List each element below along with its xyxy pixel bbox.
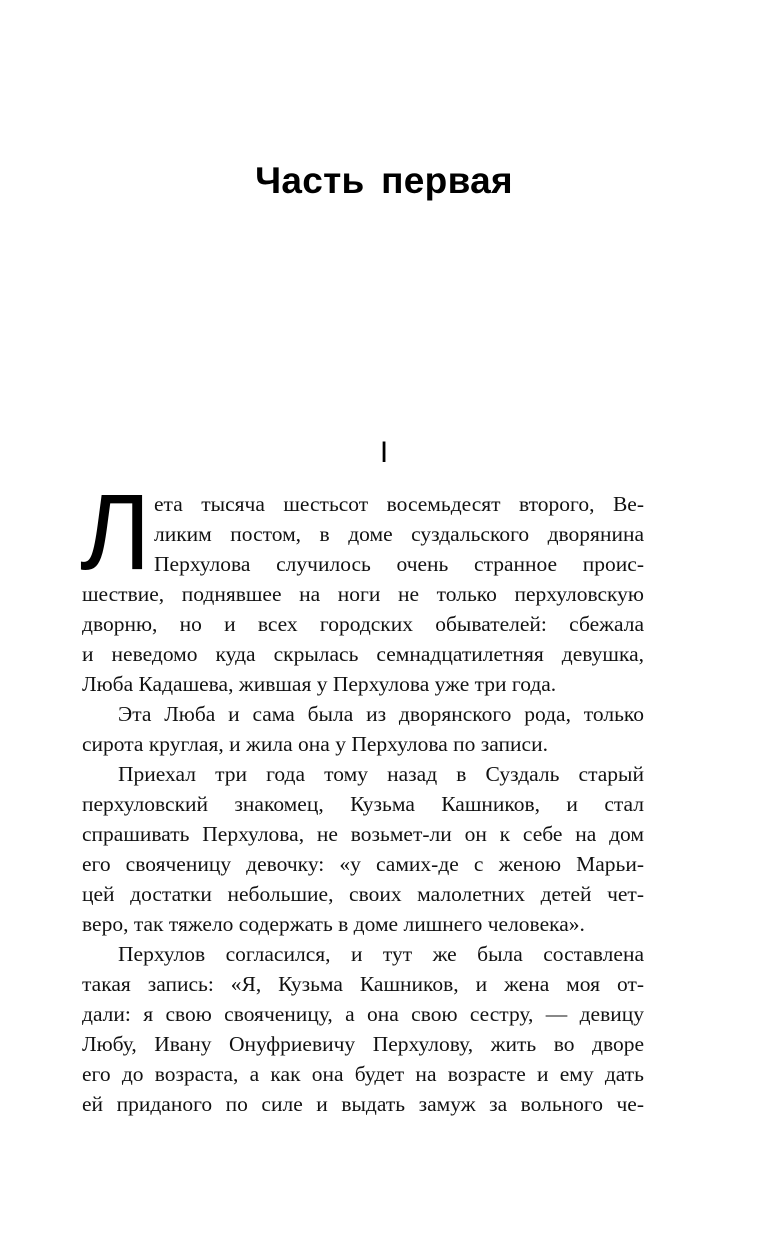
text-line: сирота круглая, и жила она у Перхулова по записи. xyxy=(82,732,548,756)
paragraph-1 xyxy=(80,471,644,699)
text-line: ей приданого по силе и выдать замуж за вольного че- xyxy=(82,1092,644,1116)
paragraph-4 xyxy=(82,939,644,1119)
text-line: Любу, Ивану Онуфриевичу Перхулову, жить во дворе xyxy=(82,1032,644,1056)
body-text xyxy=(80,471,644,1119)
text-line: ликим постом, в доме суздальского дворянина xyxy=(154,522,644,546)
part-title: Часть первая xyxy=(255,160,513,201)
text-line: цей достатки небольшие, своих малолетних детей чет- xyxy=(82,882,644,906)
text-line: и неведомо куда скрылась семнадцатилетняя девушка, xyxy=(82,642,644,666)
text-line: его свояченицу девочку: «у самих-де с женою Марьи- xyxy=(82,852,644,876)
text-line: дали: я свою свояченицу, а она свою сестру, — девицу xyxy=(82,1002,644,1026)
text-line: Люба Кадашева, жившая у Перхулова уже три года. xyxy=(82,672,557,696)
text-line: веро, так тяжело содержать в доме лишнего человека». xyxy=(82,912,585,936)
text-line: ета тысяча шестьсот восемьдесят второго, Ве- xyxy=(154,492,644,516)
text-line: Перхулова случилось очень странное проис- xyxy=(154,552,644,576)
text-line: его до возраста, а как она будет на возрасте и ему дать xyxy=(82,1062,644,1086)
drop-cap: Л xyxy=(80,471,151,592)
text-line: перхуловский знакомец, Кузьма Кашников, и стал xyxy=(82,792,644,816)
chapter-numeral: I xyxy=(379,436,389,469)
text-line: спрашивать Перхулова, не возьмет-ли он к себе на дом xyxy=(82,822,644,846)
paragraph-3 xyxy=(82,759,644,939)
text-line: Перхулов согласился, и тут же была составлена xyxy=(118,942,644,966)
text-line: шествие, поднявшее на ноги не только перхуловскую xyxy=(82,582,644,606)
text-line: такая запись: «Я, Кузьма Кашников, и жена моя от- xyxy=(82,972,644,996)
text-line: дворню, но и всех городских обывателей: сбежала xyxy=(82,612,644,636)
text-line: Приехал три года тому назад в Суздаль старый xyxy=(118,762,644,786)
text-line: Эта Люба и сама была из дворянского рода, только xyxy=(118,702,644,726)
paragraph-2 xyxy=(82,699,644,759)
